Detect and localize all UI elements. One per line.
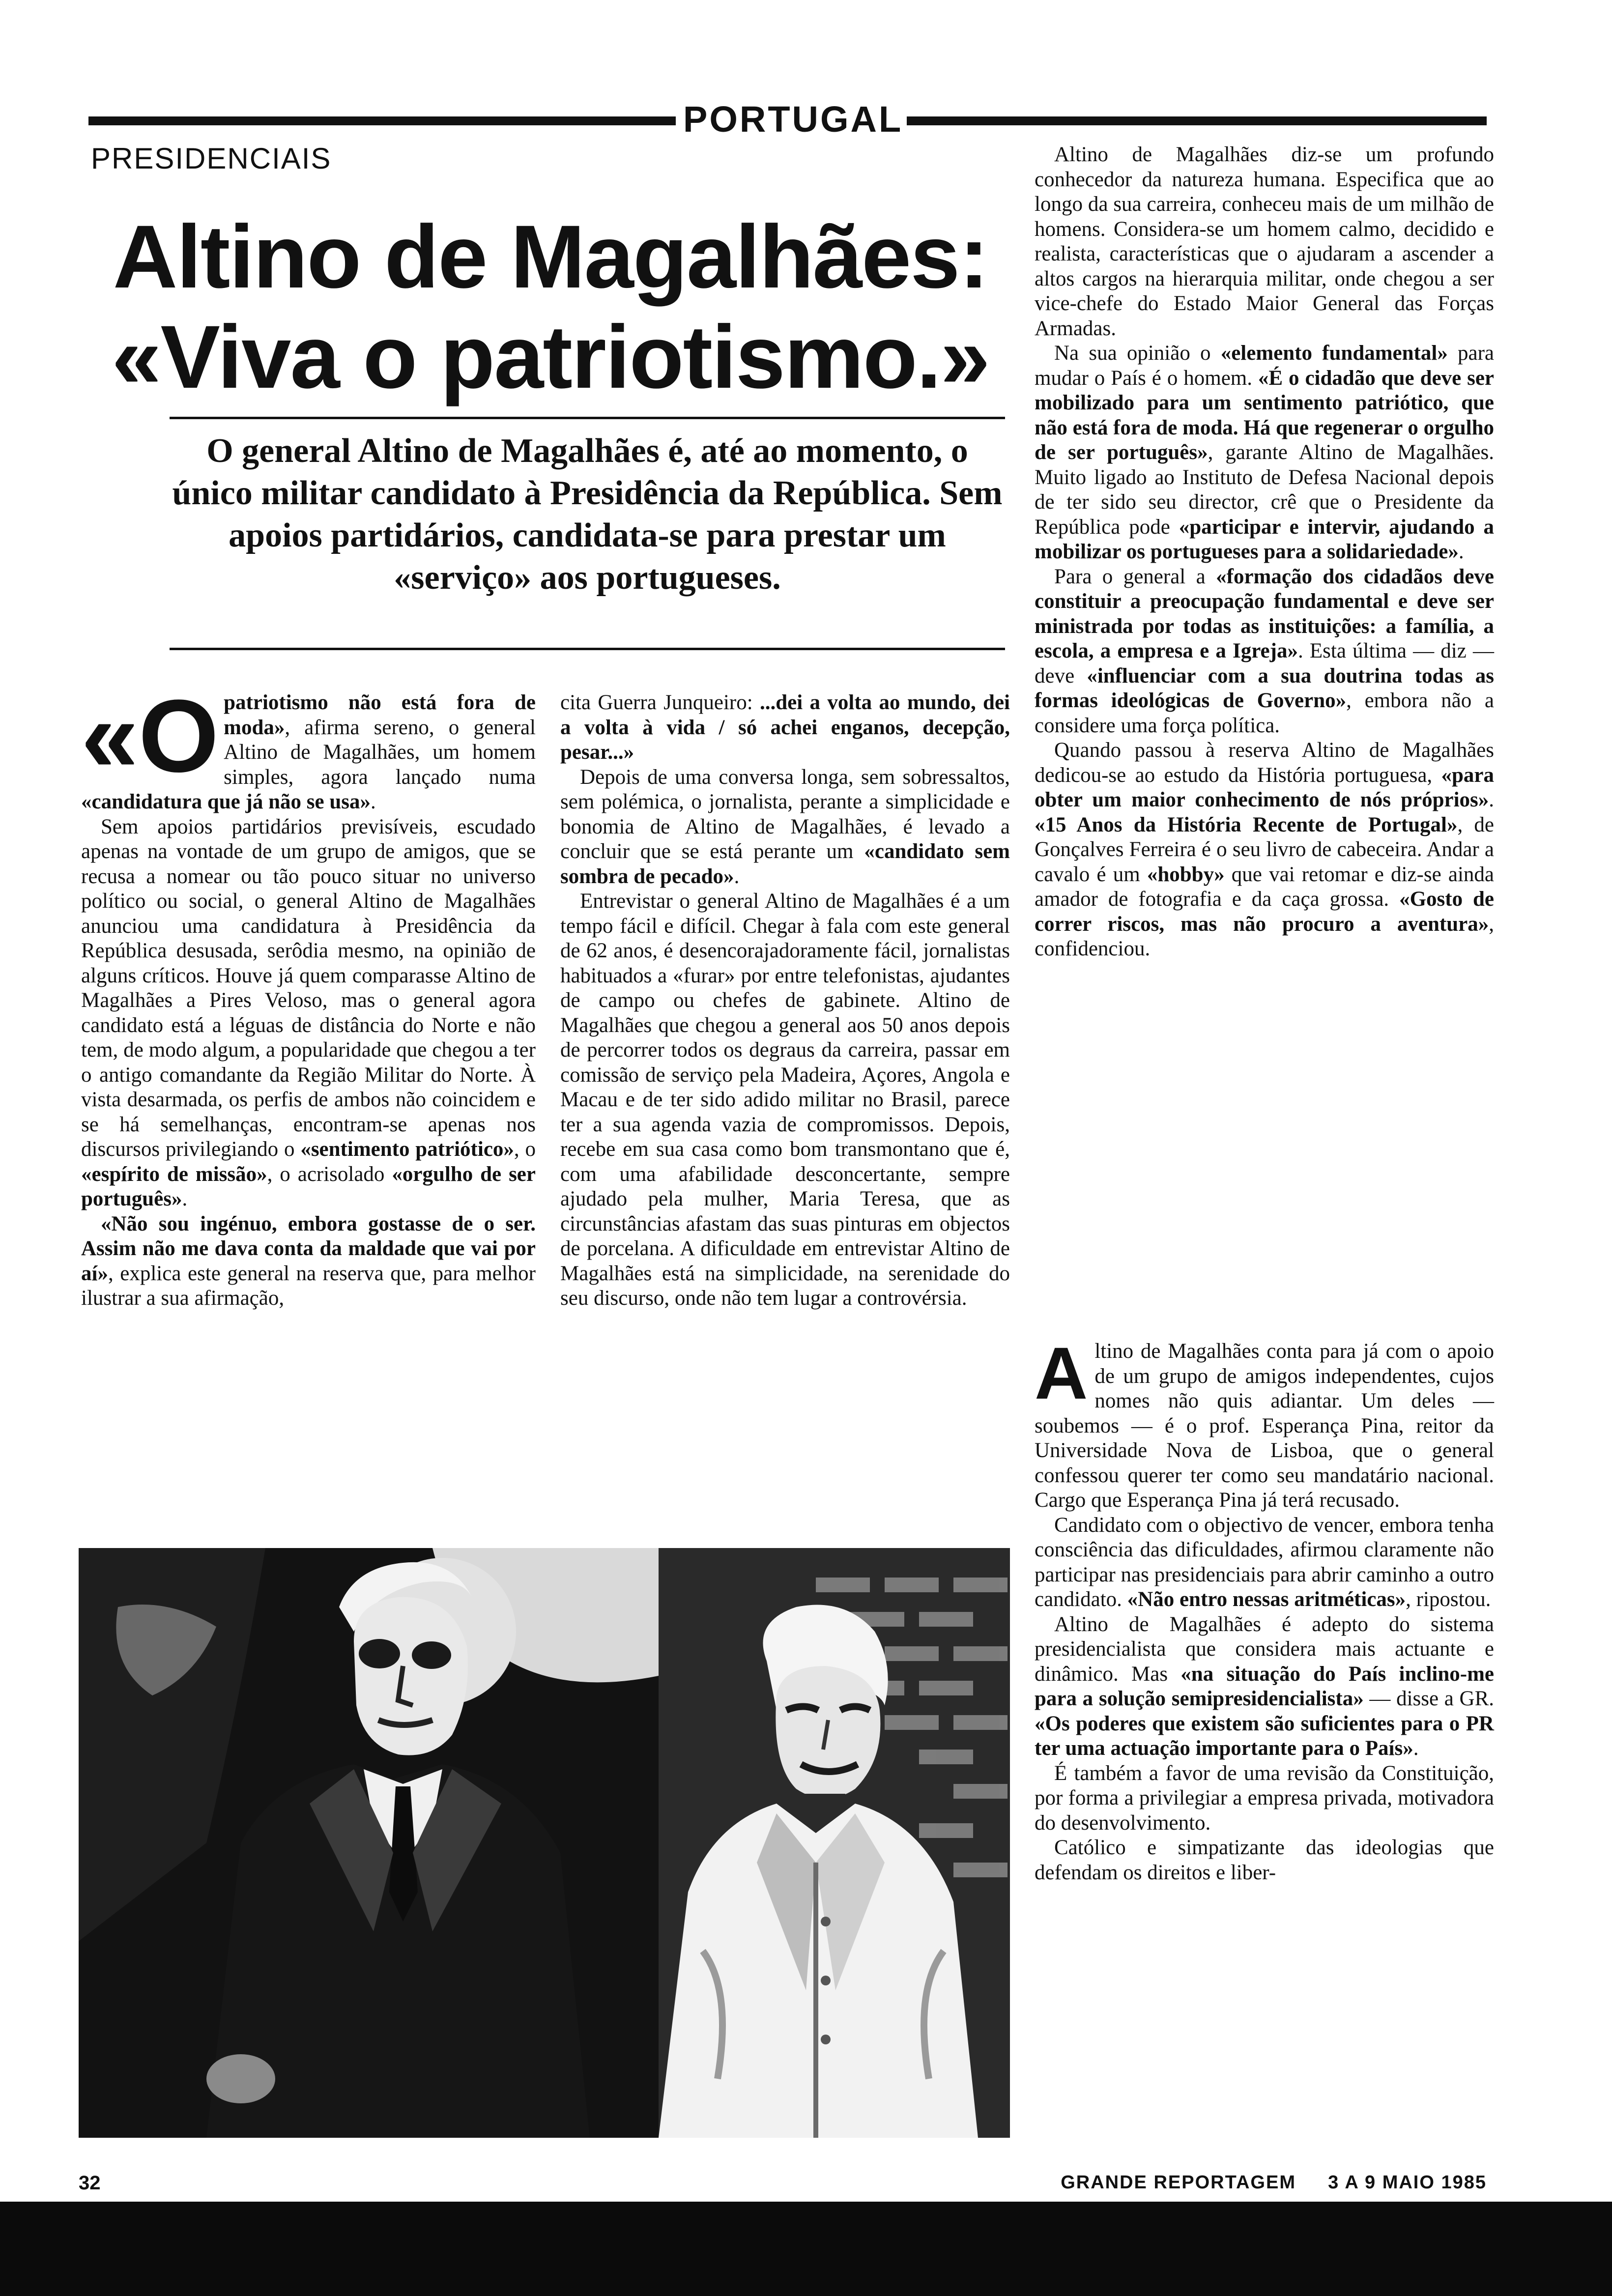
article-paragraph: «Opatriotismo não está fora de moda», afirma sereno, o general Altino de Magalhães, um homem simples, agora lançado numa «candidatura que já não se usa». [81,678,536,813]
lead-top-rule [170,417,1005,419]
headline [93,206,1008,407]
section-title: PORTUGAL [683,99,903,140]
article-paragraph: Depois de uma conversa longa, sem sobressaltos, sem polémica, o jornalista, perante a simplicidade e bonomia de Altino de Magalhães, é levado a concluir que se está perante um «candidato sem sombra de pecado». [560,765,1010,888]
article-column-3 [1035,143,1494,962]
article-paragraph: Altino de Magalhães conta para já com o apoio de um grupo de amigos independentes, cujos nomes não quis adiantar. Um deles — soubemos — é o prof. Esperança Pina, reitor da Universidade Nova de Lisboa, que o general confessou querer ter como seu mandatário nacional. Cargo que Esperança Pina já terá recusado. [1035,1332,1494,1512]
section-label: PRESIDENCIAIS [91,142,332,175]
publication-name: GRANDE REPORTAGEM [1061,2172,1296,2193]
header-rule-left [88,116,676,125]
article-column-3-section-2 [1035,1332,1494,1885]
article-paragraph: Entrevistar o general Altino de Magalhães é a um tempo fácil e difícil. Chegar à fala com este general de 62 anos, é desencorajadoramente fácil, jornalistas habituados a «furar» por entre telefonistas, ajudantes de campo ou chefes de gabinete. Altino de Magalhães que chegou a general aos 50 anos depois de percorrer todos os degraus da carreira, passar em comissão de serviço pela Madeira, Açores, Angola e Macau e de ter sido adido militar no Brasil, parece ter a sua agenda vazia de compromissos. Depois, recebe em sua casa como bom transmontano que é, com uma afabilidade desconcertante, sempre ajudado pela mulher, Maria Teresa, que as circunstâncias afastam das suas pinturas em objectos de porcelana. A dificuldade em entrevistar Altino de Magalhães está na simplicidade, na serenidade do seu discurso, onde não tem lugar a controvérsia. [560,890,1010,1310]
article-paragraph: Para o general a «formação dos cidadãos deve constituir a preocupação fundamental e deve ser ministrada por todas as instituições: a família, a escola, a empresa e a Igreja». Esta última — diz — deve «influenciar com a sua doutrina todas as formas ideológicas de Governo», embora não a considere uma força política. [1035,565,1495,737]
article-paragraph: Sem apoios partidários previsíveis, escudado apenas na vontade de um grupo de amigos, que se recusa a nomear ou tão pouco situar no universo político ou social, o general Altino de Magalhães anunciou uma candidatura à Presidência da República desusada, serôdia mesmo, na opinião de alguns críticos. Houve já quem comparasse Altino de Magalhães a Pires Veloso, mas o general agora candidato está a léguas de distância do Norte e não tem, de modo algum, a popularidade que chegou a ter o antigo comandante da Região Militar do Norte. À vista desarmada, os perfis de ambos não coincidem e se há semelhanças, encontram-se apenas nos discursos privilegiando o «sentimento patriótico», o «espírito de missão», o acrisolado «orgulho de ser português». [81,815,536,1210]
article-paragraph: É também a favor de uma revisão da Constituição, por forma a privilegiar a empresa privada, motivadora do desenvolvimento. [1035,1761,1494,1835]
drop-cap: A [1035,1332,1088,1414]
headline-line-1: Altino de Magalhães: [113,206,988,307]
article-paragraph: «Não sou ingénuo, embora gostasse de o ser. Assim não me dava conta da maldade que vai por aí», explica este general na reserva que, para melhor ilustrar a sua afirmação, [81,1212,536,1310]
article-paragraph: Na sua opinião o «elemento fundamental» para mudar o País é o homem. «É o cidadão que deve ser mobilizado para um sentimento patriótico, que não está fora de moda. Há que regenerar o orgulho de ser português», garante Altino de Magalhães. Muito ligado ao Instituto de Defesa Nacional depois de ter sido seu director, crê que o Presidente da República pode «participar e intervir, ajudando a mobilizar os portugueses para a solidariedade». [1035,342,1495,563]
publication-date: 3 A 9 MAIO 1985 [1328,2172,1487,2193]
lead-bottom-rule [170,648,1005,650]
article-photo [79,1548,1010,2138]
drop-cap: «O [81,678,219,794]
photo-illustration [79,1548,1010,2138]
article-column-1 [81,678,536,1311]
lead-paragraph: O general Altino de Magalhães é, até ao momento, o único militar candidato à Presidência da República. Sem apoios partidários, candidata-se para prestar um «serviço» aos portugueses. [172,432,1003,597]
scan-bottom-band [0,2202,1612,2296]
article-paragraph: Quando passou à reserva Altino de Magalhães dedicou-se ao estudo da História portuguesa, «para obter um maior conhecimento de nós próprios». «15 Anos da História Recente de Portugal», de Gonçalves Ferreira é o seu livro de cabeceira. Andar a cavalo é um «hobby» que vai retomar e diz-se ainda amador de fotografia e da caça grossa. «Gosto de correr riscos, mas não procuro a aventura», confidenciou. [1035,739,1495,960]
page-number: 32 [79,2172,101,2194]
headline-line-2: «Viva o patriotismo.» [112,307,989,407]
footer-publication-info [1061,2172,1487,2193]
header-rule-right [907,116,1487,125]
article-paragraph: cita Guerra Junqueiro: ...dei a volta ao mundo, dei a volta à vida / só achei enganos, decepção, pesar...» [560,691,1010,764]
article-paragraph: Católico e simpatizante das ideologias que defendam os direitos e liber- [1035,1836,1494,1884]
article-paragraph: Altino de Magalhães é adepto do sistema presidencialista que considera mais actuante e dinâmico. Mas «na situação do País inclino-me para a solução semipresidencialista» — disse a GR. «Os poderes que existem são suficientes para o PR ter uma actuação importante para o País». [1035,1612,1494,1760]
article-column-2 [560,690,1010,1311]
article-paragraph: Candidato com o objectivo de vencer, embora tenha consciência das dificuldades, afirmou claramente não participar nas presidenciais para abrir caminho a outro candidato. «Não entro nessas aritméticas», ripostou. [1035,1513,1494,1611]
article-paragraph: Altino de Magalhães diz-se um profundo conhecedor da natureza humana. Especifica que ao longo da sua carreira, conheceu mais de um milhão de homens. Considera-se um homem calmo, decidido e realista, características que o ajudaram a ascender a altos cargos na hierarquia militar, onde chegou a ser vice-chefe do Estado Maior General das Forças Armadas. [1035,143,1494,340]
